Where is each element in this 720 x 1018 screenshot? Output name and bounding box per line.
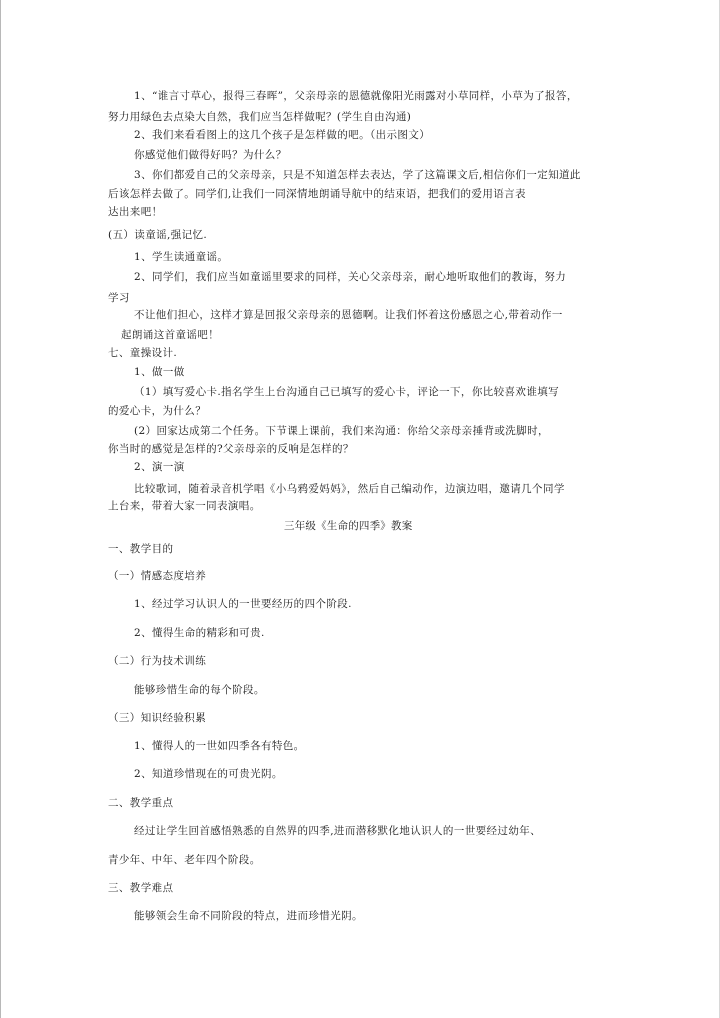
text-line: 2、懂得生命的精彩和可贵. [134,627,265,639]
text-line: 1、经过学习认识人的一世要经历的四个阶段. [134,598,352,610]
text-line: 青少年、中年、老年四个阶段。 [108,854,261,866]
text-line: 的爱心卡，为什么？ [108,405,207,417]
text-line: 1、懂得人的一世如四季各有特色。 [134,740,305,752]
section-heading: 七、童操设计. [108,347,178,359]
text-line: 2、我们来看看图上的这几个孩子是怎样做的吧。（出示图文） [134,129,431,141]
section-heading: 二、教学重点 [108,797,174,809]
text-line: 2、知道珍惜现在的可贵光阴。 [134,768,283,780]
text-line: (2）回家达成第二个任务。下节课上课前，我们来沟通：你给父亲母亲捶背或洗脚时， [134,425,549,437]
text-line: 能够领会生命不同阶段的特点，进而珍惜光阴。 [134,910,363,922]
text-line: 2、同学们，我们应当如童谣里要求的同样，关心父亲母亲，耐心地听取他们的教诲，努力 [134,271,567,283]
text-line: 上台来，带着大家一同表演唱。 [108,500,261,512]
text-line: 3、你们都爱自己的父亲母亲，只是不知道怎样去表达，学了这篇课文后,相信你们一定知道此 [134,169,581,181]
text-line: 比较歌词，随着录音机学唱《小乌鸦爱妈妈》，然后自己编动作，边演边唱，邀请几个同学 [134,483,565,495]
subsection-heading: （二）行为技术训练 [108,655,207,667]
text-line: （1）填写爱心卡.指名学生上台沟通自己已填写的爱心卡，评论一下，你比较喜欢谁填写 [134,386,560,398]
text-line: 努力用绿色去点染大自然，我们应当怎样做呢？(学生自由沟通) [108,111,412,123]
section-heading: (五）读童谣,强记忆. [108,229,208,241]
subsection-heading: （三）知识经验积累 [108,712,207,724]
text-line: 你当时的感觉是怎样的?父亲母亲的反响是怎样的？ [108,443,354,455]
text-line: 起朗诵这首童谣吧！ [121,329,220,341]
section-heading: 一、教学目的 [108,543,174,555]
text-line: 能够珍惜生命的每个阶段。 [134,684,265,696]
document-title: 三年级《生命的四季》教案 [284,520,413,532]
text-line: 不让他们担心，这样才算是回报父亲母亲的恩德啊。让我们怀着这份感恩之心,带着动作一 [134,309,563,321]
page-left-border [0,0,1,1018]
text-line: 经过让学生回首感悟熟悉的自然界的四季,进而潜移默化地认识人的一世要经过幼年、 [134,825,542,837]
subsection-heading: （一）情感态度培养 [108,570,207,582]
text-line: 你感觉他们做得好吗？为什么？ [134,149,287,161]
text-line: 1、“谁言寸草心，报得三春晖”，父亲母亲的恩德就像阳光雨露对小草同样，小草为了报答， [134,90,578,102]
text-line: 2、演一演 [134,461,185,473]
text-line: 1、学生读通童谣。 [134,251,229,263]
text-line: 后该怎样去做了。同学们,让我们一同深情地朗诵导航中的结束语，把我们的爱用语言表 [108,188,526,200]
text-line: 学习 [108,292,130,304]
text-line: 1、做一做 [134,366,185,378]
text-line: 达出来吧！ [108,206,163,218]
section-heading: 三、教学难点 [108,882,174,894]
